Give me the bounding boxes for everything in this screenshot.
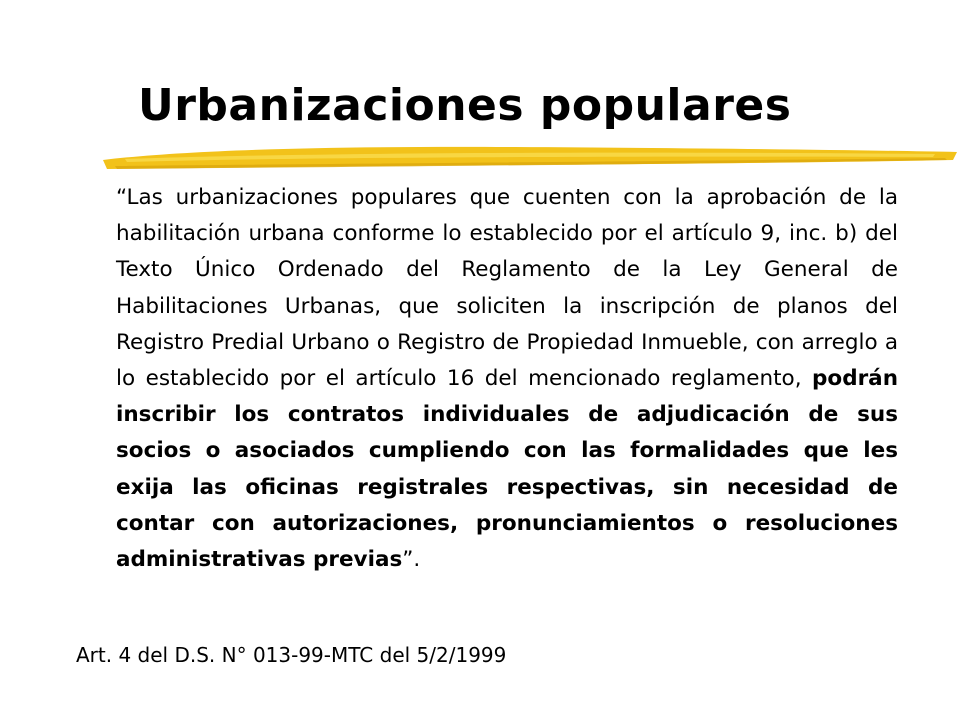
quote-paragraph	[116, 180, 898, 578]
quote-close-mark: ”.	[402, 547, 421, 573]
quote-regular-text: Las urbanizaciones populares que cuenten con la aprobación de la habilitación urbana conforme lo establecido por el artículo 9, inc. b) del Texto Único Ordenado del Reglamento de la Ley General de Habilitaciones Urbanas, que soliciten la inscripción de planos del Registro Predial Urbano o Registro de Propiedad Inmueble, con arreglo a lo establecido por el artículo 16 del mencionado reglamento,	[116, 185, 898, 392]
title-underline-brushstroke	[95, 138, 960, 178]
citation: Art. 4 del D.S. N° 013-99-MTC del 5/2/1999	[76, 643, 507, 667]
quote-bold-text: podrán inscribir los contratos individuales de adjudicación de sus socios o asociados cumpliendo con las formalidades que les exija las oficinas registrales respectivas, sin necesidad de contar con autorizaciones, pronunciamientos o resoluciones administrativas previas	[116, 366, 898, 573]
quote-open-mark: “	[116, 185, 127, 210]
slide-title: Urbanizaciones populares	[138, 80, 792, 131]
